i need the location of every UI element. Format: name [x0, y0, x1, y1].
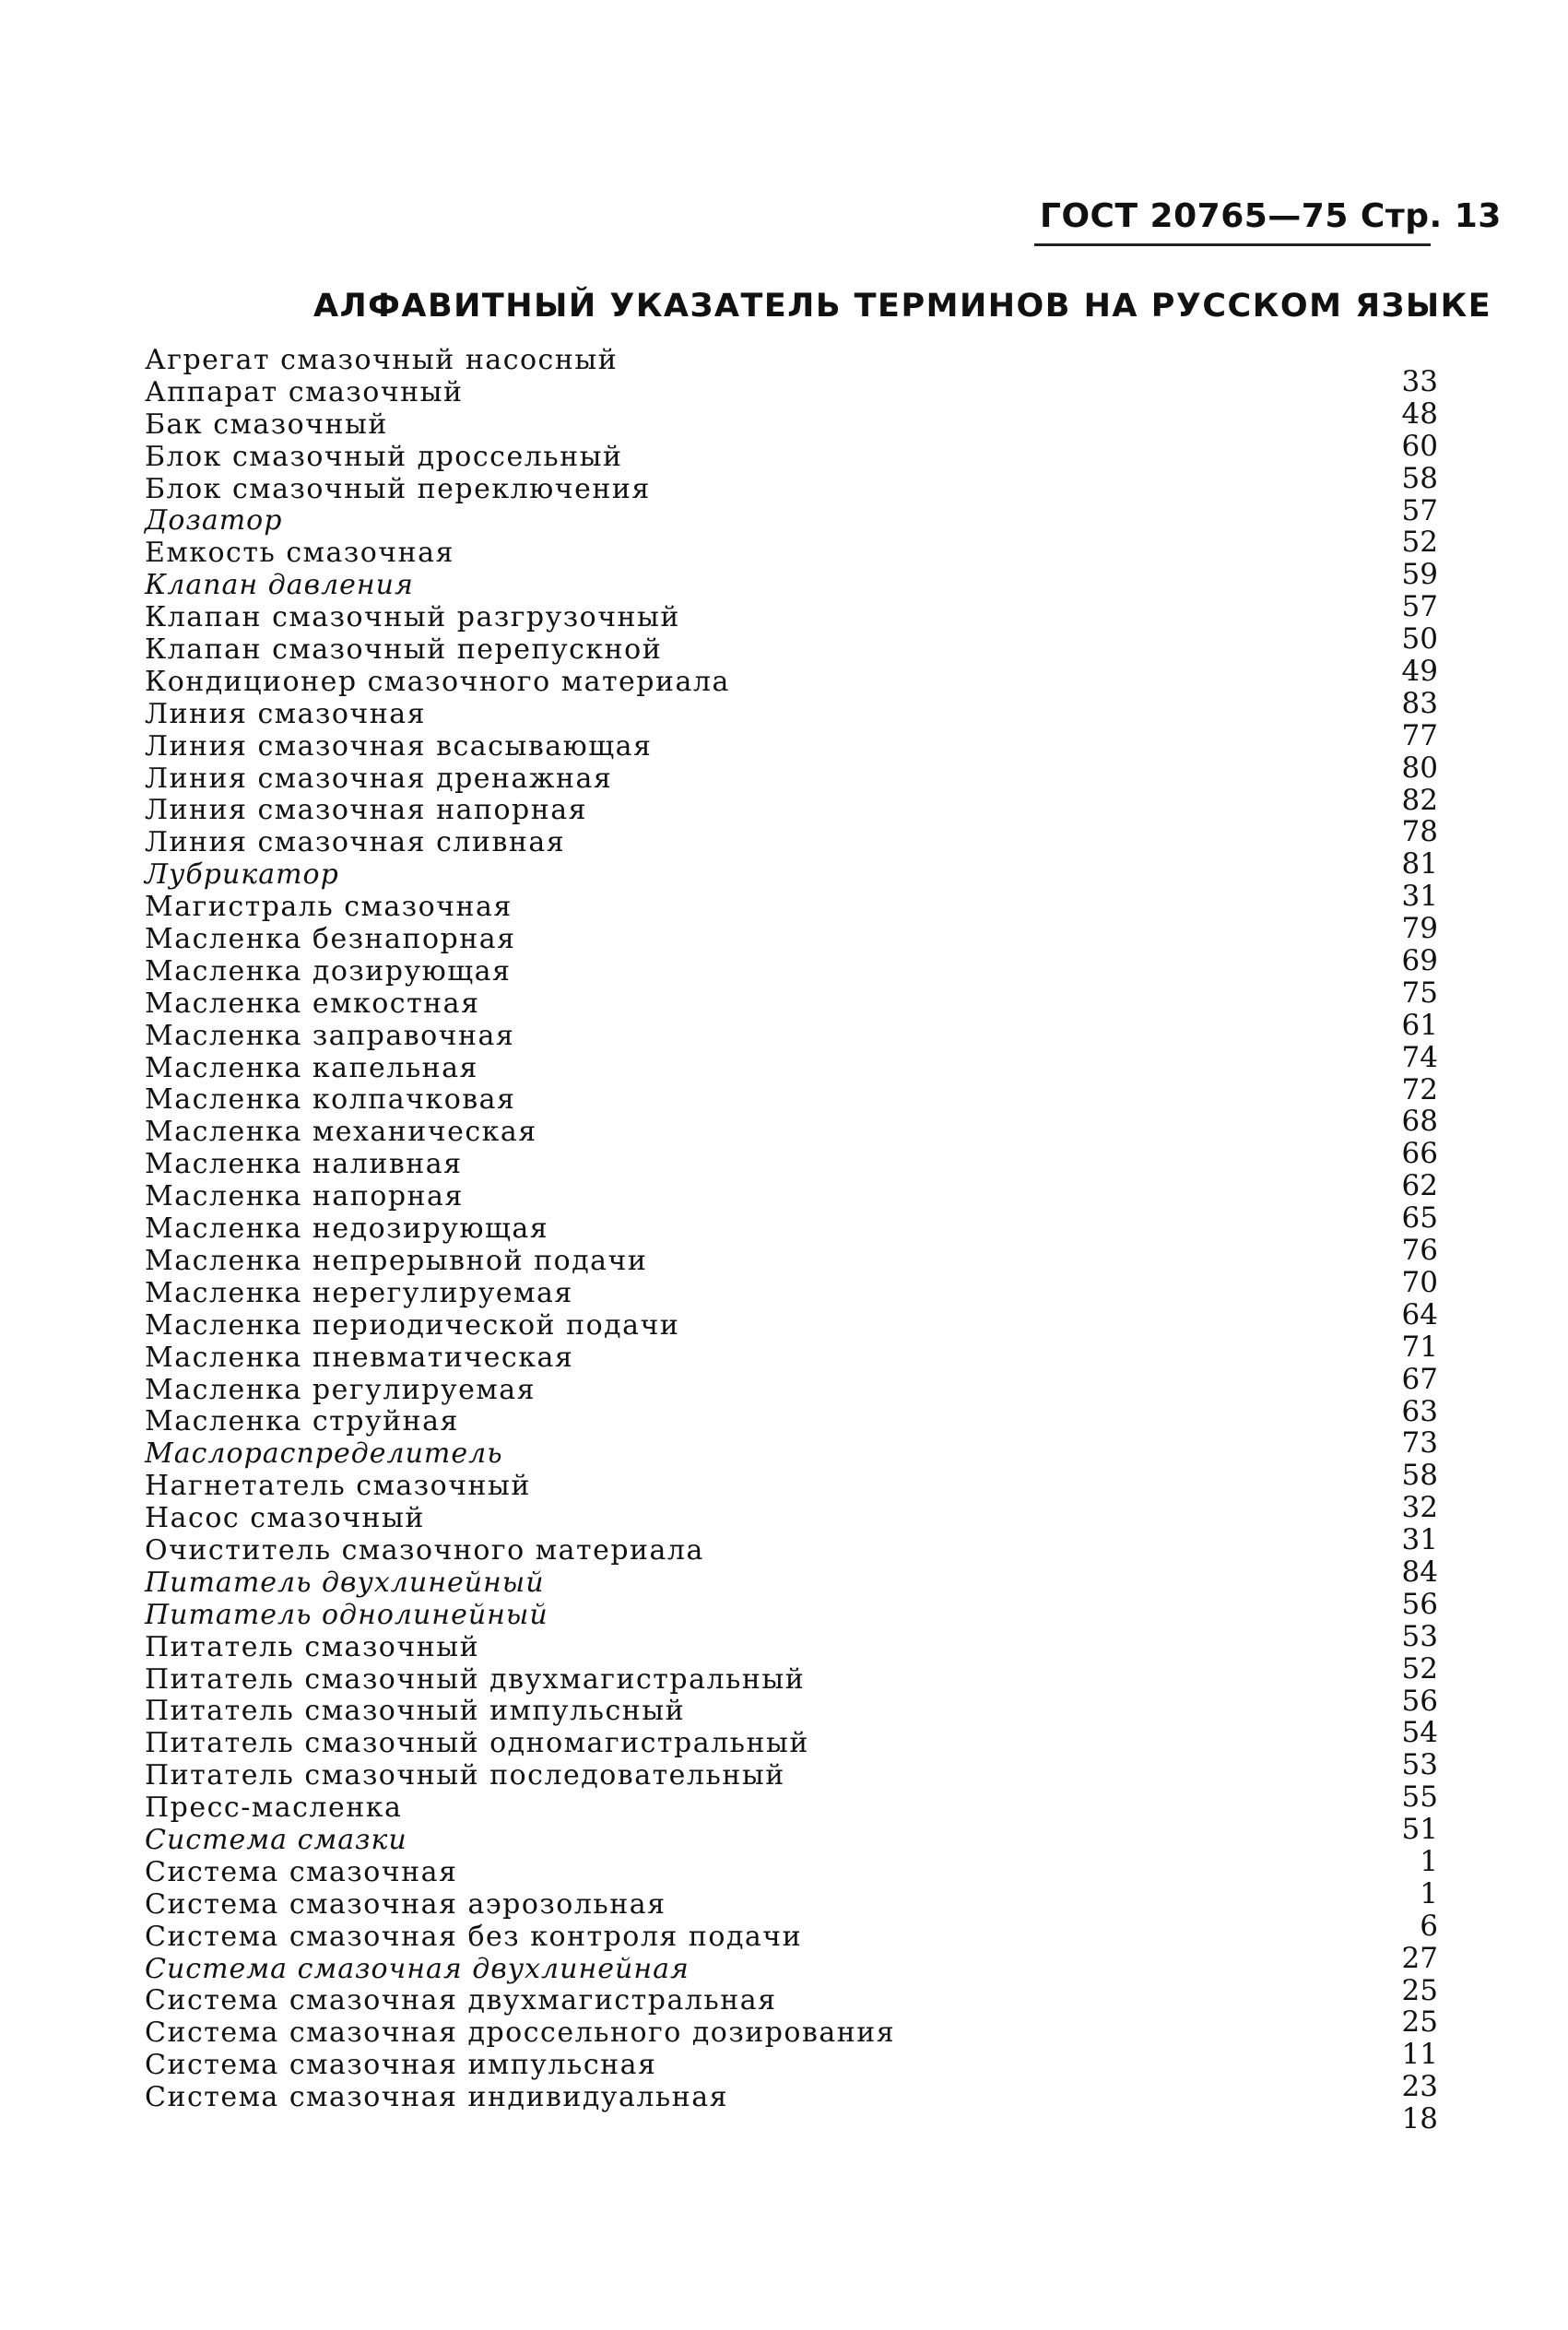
term-number: 77	[1401, 718, 1438, 752]
term-entry: Маслораспределитель	[145, 1437, 503, 1471]
term-entry: Блок смазочный переключения	[145, 472, 651, 505]
term-entry: Масленка безнапорная	[145, 923, 516, 956]
term-number: 31	[1401, 1523, 1438, 1557]
term-entry: Линия смазочная сливная	[145, 826, 566, 859]
term-number: 32	[1401, 1491, 1438, 1525]
term-number: 1	[1420, 1844, 1438, 1878]
term-entry: Очиститель смазочного материала	[145, 1533, 704, 1567]
term-entry: Система смазки	[145, 1823, 407, 1856]
term-entry: Масленка пневматическая	[145, 1341, 574, 1374]
term-number: 49	[1401, 655, 1438, 689]
term-number: 63	[1401, 1394, 1438, 1428]
term-entry: Лубрикатор	[145, 858, 339, 892]
term-entry: Масленка струйная	[145, 1405, 459, 1438]
term-number: 1	[1420, 1876, 1438, 1910]
term-number: 65	[1401, 1201, 1438, 1236]
term-entry: Питатель смазочный последовательный	[145, 1759, 785, 1792]
term-number: 75	[1401, 976, 1438, 1010]
term-number: 61	[1401, 1008, 1438, 1042]
term-number: 56	[1401, 1587, 1438, 1621]
term-number: 71	[1401, 1330, 1438, 1364]
term-entry: Линия смазочная дренажная	[145, 762, 613, 795]
term-entry: Масленка периодической подачи	[145, 1308, 680, 1342]
term-entry: Масленка нерегулируемая	[145, 1276, 573, 1309]
term-entry: Бак смазочный	[145, 408, 388, 441]
header-rule	[1034, 243, 1431, 246]
term-number: 18	[1401, 2102, 1438, 2136]
term-number: 57	[1401, 590, 1438, 624]
term-number: 84	[1401, 1555, 1438, 1589]
term-entry: Аппарат смазочный	[145, 375, 464, 408]
term-number: 76	[1401, 1234, 1438, 1268]
term-number: 31	[1401, 880, 1438, 914]
term-entry: Масленка механическая	[145, 1116, 537, 1149]
term-entry: Питатель смазочный одномагистральный	[145, 1727, 809, 1760]
term-entry: Емкость смазочная	[145, 537, 454, 570]
term-number: 80	[1401, 751, 1438, 785]
term-entry: Клапан давления	[145, 569, 414, 602]
term-number: 51	[1401, 1813, 1438, 1847]
term-entry: Клапан смазочный разгрузочный	[145, 601, 680, 634]
term-entry: Линия смазочная	[145, 697, 427, 730]
term-entry: Масленка капельная	[145, 1051, 478, 1084]
term-number: 78	[1401, 815, 1438, 849]
term-entry: Питатель смазочный двухмагистральный	[145, 1662, 806, 1696]
term-entry: Масленка заправочная	[145, 1019, 515, 1052]
term-number: 82	[1401, 783, 1438, 817]
term-number: 67	[1401, 1362, 1438, 1396]
term-number: 33	[1401, 365, 1438, 398]
term-number: 66	[1401, 1137, 1438, 1171]
term-number: 11	[1401, 2038, 1438, 2072]
page-header: ГОСТ 20765—75 Стр. 13	[1040, 197, 1502, 235]
term-number: 56	[1401, 1684, 1438, 1718]
term-entry: Агрегат смазочный насосный	[145, 344, 619, 376]
term-number: 55	[1401, 1780, 1438, 1815]
term-number: 81	[1401, 847, 1438, 881]
term-entry: Масленка напорная	[145, 1180, 464, 1213]
term-number: 58	[1401, 461, 1438, 495]
term-number: 57	[1401, 493, 1438, 527]
term-entry: Масленка дозирующая	[145, 954, 512, 988]
term-entry: Масленка наливная	[145, 1148, 463, 1181]
term-number: 79	[1401, 912, 1438, 946]
term-entry: Система смазочная двухмагистральная	[145, 1984, 777, 2017]
term-number: 53	[1401, 1619, 1438, 1653]
term-number: 83	[1401, 686, 1438, 720]
term-number: 70	[1401, 1265, 1438, 1299]
term-number: 68	[1401, 1105, 1438, 1139]
term-entry: Клапан смазочный перепускной	[145, 633, 663, 667]
term-entry: Система смазочная дроссельного дозирования	[145, 2017, 896, 2050]
term-entry: Питатель двухлинейный	[145, 1566, 545, 1599]
term-number: 69	[1401, 944, 1438, 978]
term-entry: Масленка регулируемая	[145, 1373, 536, 1406]
term-number: 53	[1401, 1748, 1438, 1782]
term-entry: Система смазочная импульсная	[145, 2049, 657, 2082]
term-entry: Магистраль смазочная	[145, 891, 513, 924]
term-entry: Масленка емкостная	[145, 987, 480, 1020]
term-number: 50	[1401, 622, 1438, 656]
term-number: 52	[1401, 526, 1438, 560]
term-entry: Кондиционер смазочного материала	[145, 665, 730, 698]
term-number: 58	[1401, 1459, 1438, 1493]
term-number: 23	[1401, 2070, 1438, 2104]
term-entry: Нагнетатель смазочный	[145, 1470, 531, 1503]
term-entry: Пресс-масленка	[145, 1792, 403, 1825]
term-entry: Система смазочная без контроля подачи	[145, 1920, 803, 1953]
term-entry: Питатель смазочный импульсный	[145, 1695, 686, 1728]
index-title: АЛФАВИТНЫЙ УКАЗАТЕЛЬ ТЕРМИНОВ НА РУССКОМ ЯЗЫКЕ	[313, 288, 1492, 325]
term-number: 72	[1401, 1072, 1438, 1106]
term-entry: Насос смазочный	[145, 1502, 425, 1535]
term-number: 52	[1401, 1651, 1438, 1685]
term-entry: Линия смазочная всасывающая	[145, 729, 653, 763]
term-entry: Система смазочная аэрозольная	[145, 1887, 666, 1921]
term-entry: Масленка недозирующая	[145, 1212, 549, 1246]
term-number: 27	[1401, 1941, 1438, 1975]
term-entry: Дозатор	[145, 504, 283, 538]
term-entry: Масленка непрерывной подачи	[145, 1244, 648, 1277]
term-number: 59	[1401, 558, 1438, 592]
term-entry: Система смазочная двухлинейная	[145, 1952, 690, 1985]
term-entry: Линия смазочная напорная	[145, 794, 588, 827]
term-number: 25	[1401, 1973, 1438, 2007]
term-entry: Питатель смазочный	[145, 1630, 480, 1663]
term-number: 64	[1401, 1297, 1438, 1331]
term-number: 74	[1401, 1040, 1438, 1074]
term-entry: Система смазочная	[145, 1855, 458, 1888]
term-entry: Блок смазочный дроссельный	[145, 440, 623, 473]
term-number: 54	[1401, 1716, 1438, 1750]
term-number: 48	[1401, 396, 1438, 431]
term-number: 25	[1401, 2005, 1438, 2040]
term-number: 73	[1401, 1426, 1438, 1461]
term-entry: Система смазочная индивидуальная	[145, 2081, 729, 2114]
term-entry: Масленка колпачковая	[145, 1083, 516, 1117]
term-list	[145, 345, 956, 2114]
term-entry: Питатель однолинейный	[145, 1598, 548, 1631]
term-number: 60	[1401, 429, 1438, 463]
page-number-list	[1327, 366, 1438, 2135]
term-number: 6	[1420, 1909, 1438, 1943]
term-number: 62	[1401, 1169, 1438, 1203]
